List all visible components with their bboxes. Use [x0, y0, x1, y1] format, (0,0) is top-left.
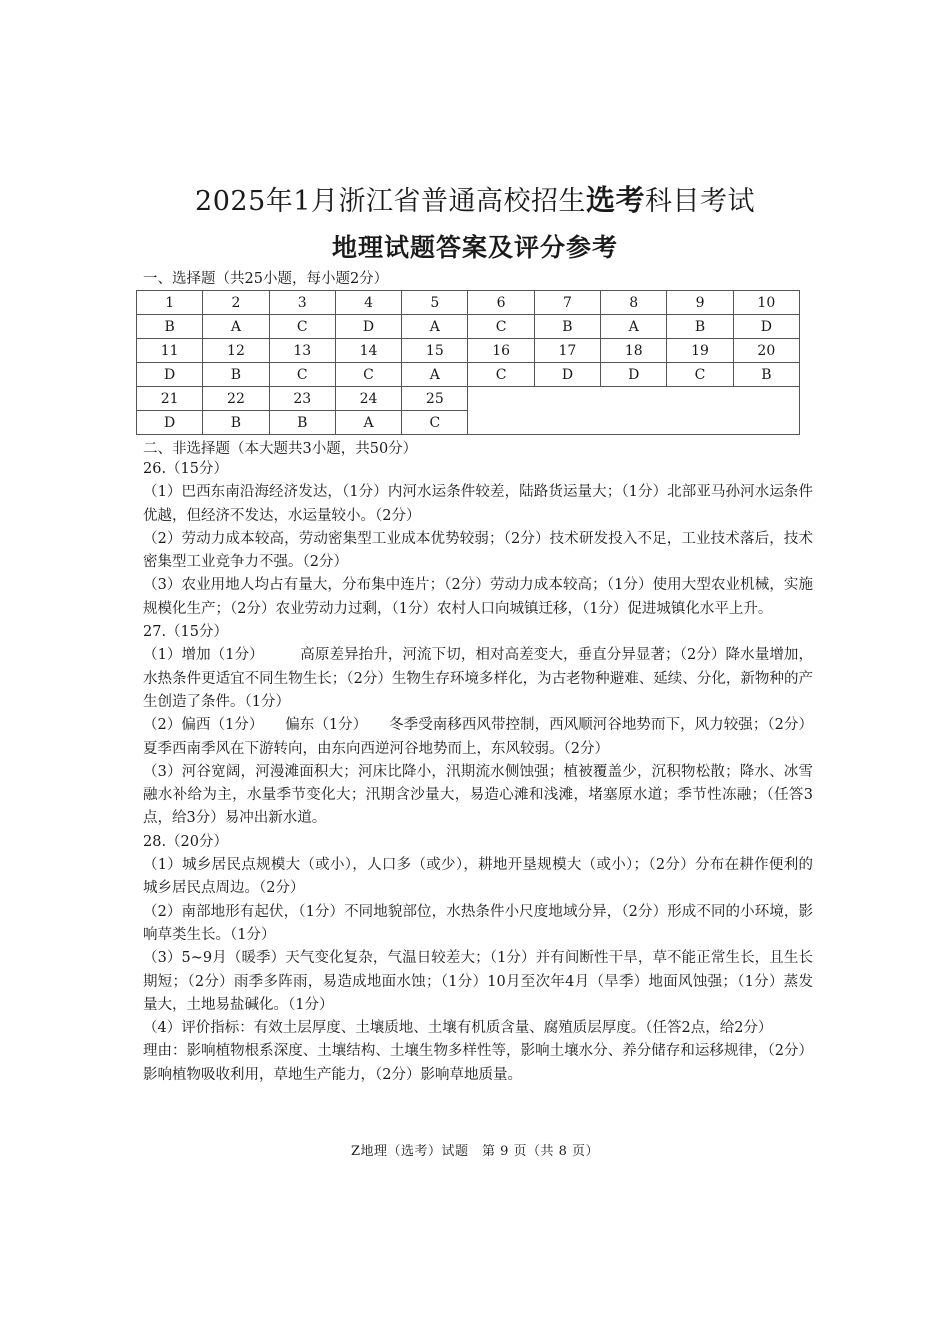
question-number-cell: 3	[269, 291, 335, 315]
answer-paragraph: （2）偏西（1分） 偏东（1分） 冬季受南移西风带控制，西风顺河谷地势而下，风力较强；（2分）夏季西南季风在下游转向，由东向西逆河谷地势而上，东风较弱。（2分）	[143, 717, 813, 757]
answer-cell: A	[203, 315, 269, 339]
answer-cell: B	[733, 363, 799, 387]
answer-paragraph: （3）河谷宽阔，河漫滩面积大；河床比降小，汛期流水侧蚀强；植被覆盖少，沉积物松散；降水、冰雪融水补给为主，水量季节变化大；汛期含沙量大，易造心滩和浅滩，堵塞原水道；季节性冻融；（任答3点，给3分）易冲出新水道。	[143, 763, 813, 827]
answer-cell: A	[601, 315, 667, 339]
question-number-cell: 19	[667, 339, 733, 363]
page-title	[0, 178, 950, 219]
table-row-answers	[137, 363, 800, 387]
title-emphasis: 选考	[585, 183, 645, 217]
question-number-cell: 22	[203, 387, 269, 411]
page-subtitle: 地理试题答案及评分参考	[331, 233, 618, 262]
question-number-cell: 4	[335, 291, 401, 315]
table-row-answers	[137, 315, 800, 339]
question-number-cell: 16	[468, 339, 534, 363]
table-row-question-numbers	[137, 387, 800, 411]
answer-cell: D	[335, 315, 401, 339]
answer-cell: D	[601, 363, 667, 387]
question-number-cell: 17	[534, 339, 600, 363]
answer-cell: B	[203, 363, 269, 387]
title-part-1: 2025年1月浙江省普通高校招生	[195, 186, 586, 217]
question-number-cell: 8	[601, 291, 667, 315]
answer-table	[136, 290, 800, 435]
question-number-cell: 21	[137, 387, 203, 411]
table-row-question-numbers	[137, 291, 800, 315]
answer-cell: B	[203, 411, 269, 435]
answer-cell: C	[335, 363, 401, 387]
table-empty-cell	[468, 387, 800, 435]
question-number-cell: 20	[733, 339, 799, 363]
answer-paragraph: 理由：影响植物根系深度、土壤结构、土壤生物多样性等，影响土壤水分、养分储存和运移规律，（2分）影响植物吸收利用，草地生产能力，（2分）影响草地质量。	[143, 1043, 813, 1083]
answer-cell: C	[269, 363, 335, 387]
answer-paragraph: （1）城乡居民点规模大（或小），人口多（或少），耕地开垦规模大（或小）；（2分）分布在耕作便利的城乡居民点周边。（2分）	[143, 857, 813, 897]
section-2-heading: 二、非选择题（本大题共3小题，共50分）	[143, 441, 418, 457]
answer-cell: B	[137, 315, 203, 339]
question-number-cell: 6	[468, 291, 534, 315]
question-number-cell: 12	[203, 339, 269, 363]
answer-cell: A	[402, 315, 468, 339]
question-number-cell: 14	[335, 339, 401, 363]
answer-cell: D	[534, 363, 600, 387]
question-number-cell: 9	[667, 291, 733, 315]
answer-cell: D	[137, 363, 203, 387]
answer-paragraph: （2）南部地形有起伏，（1分）不同地貌部位，水热条件小尺度地域分异，（2分）形成不同的小环境，影响草类生长。（1分）	[143, 903, 813, 943]
answer-cell: C	[468, 315, 534, 339]
answer-paragraph: （1）巴西东南沿海经济发达，（1分）内河水运条件较差，陆路货运量大；（1分）北部亚马孙河水运条件优越，但经济不发达，水运量较小。（2分）	[143, 484, 814, 524]
question-number-cell: 13	[269, 339, 335, 363]
answer-cell: C	[468, 363, 534, 387]
answer-paragraph: （1）增加（1分） 高原差异抬升，河流下切，相对高差变大，垂直分异显著；（2分）降水量增加，水热条件更适宜不同生物生长；（2分）生物生存环境多样化，为古老物种避难、延续、分化，新物种的产生创造了条件。（1分）	[143, 647, 814, 710]
question-number-cell: 1	[137, 291, 203, 315]
question-number-cell: 5	[402, 291, 468, 315]
table-row-question-numbers	[137, 339, 800, 363]
question-number-cell: 2	[203, 291, 269, 315]
question-number-cell: 23	[269, 387, 335, 411]
question-number-cell: 7	[534, 291, 600, 315]
question-number-cell: 11	[137, 339, 203, 363]
answer-paragraph: （2）劳动力成本较高，劳动密集型工业成本优势较弱；（2分）技术研发投入不足，工业技术落后，技术密集型工业竞争力不强。（2分）	[143, 530, 813, 571]
answer-paragraph: 26.（15分）	[143, 461, 229, 477]
answer-cell: B	[269, 411, 335, 435]
answer-paragraph: （3）农业用地人均占有量大，分布集中连片；（2分）劳动力成本较高；（1分）使用大型农业机械，实施规模化生产；（2分）农业劳动力过剩，（1分）农村人口向城镇迁移，（1分）促进城镇化水平上升。	[143, 577, 813, 617]
answer-paragraph: 27.（15分）	[143, 624, 229, 641]
answer-body	[143, 458, 813, 1087]
question-number-cell: 18	[601, 339, 667, 363]
question-number-cell: 10	[733, 291, 799, 315]
question-number-cell: 24	[335, 387, 401, 411]
answer-paragraph: （3）5~9月（暖季）天气变化复杂，气温日较差大；（1分）并有间断性干旱，草不能正常生长，且生长期短；（2分）雨季多阵雨，易造成地面水蚀；（1分）10月至次年4月（旱季）地面风蚀强；（1分）蒸发量大，土地易盐碱化。（1分）	[143, 950, 813, 1013]
answer-paragraph: （4）评价指标：有效土层厚度、土壤质地、土壤有机质含量、腐殖质层厚度。（任答2点，给2分）	[143, 1020, 773, 1037]
section-1-heading: 一、选择题（共25小题，每小题2分）	[143, 271, 389, 287]
answer-cell: A	[335, 411, 401, 435]
answer-cell: A	[402, 363, 468, 387]
question-number-cell: 25	[402, 387, 468, 411]
answer-cell: C	[269, 315, 335, 339]
answer-cell: C	[402, 411, 468, 435]
answer-cell: D	[137, 411, 203, 435]
answer-paragraph: 28.（20分）	[143, 833, 229, 850]
answer-cell: C	[667, 363, 733, 387]
answer-cell: D	[733, 315, 799, 339]
answer-cell: B	[667, 315, 733, 339]
answer-cell: B	[534, 315, 600, 339]
title-part-2: 科目考试	[644, 186, 755, 217]
question-number-cell: 15	[402, 339, 468, 363]
page-footer: Z地理（选考）试题 第 9 页（共 8 页）	[350, 1144, 600, 1159]
